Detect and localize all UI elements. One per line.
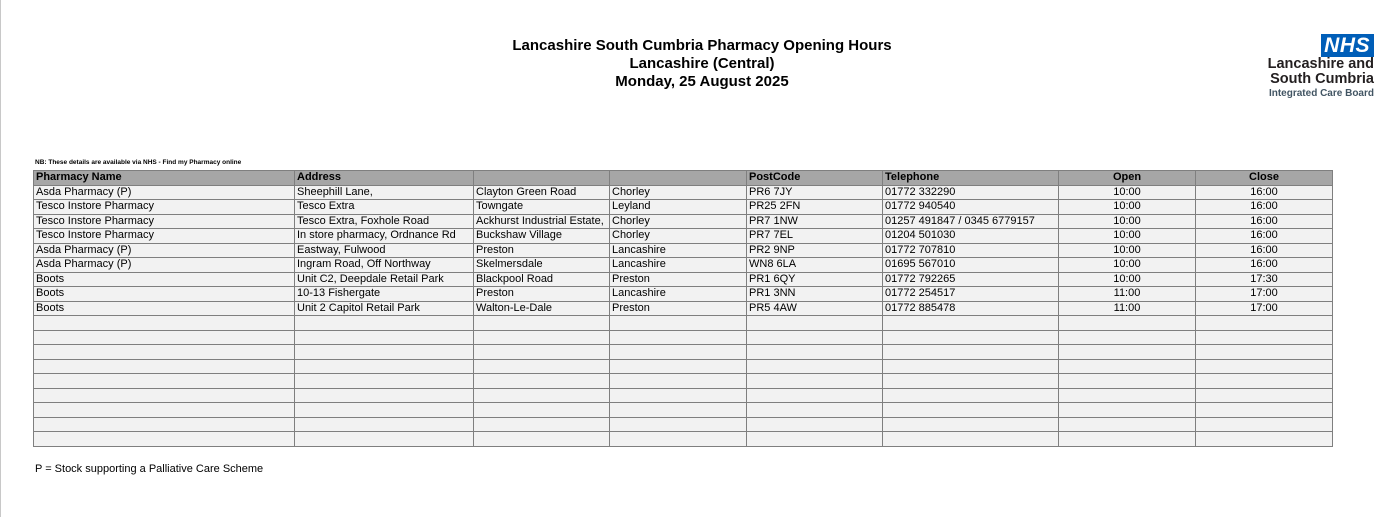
- nhs-logo: [1240, 34, 1374, 100]
- empty-cell: [610, 388, 747, 403]
- address-3-cell: Chorley: [610, 229, 747, 244]
- address-2-cell: Preston: [474, 287, 610, 302]
- telephone-cell: 01695 567010: [883, 258, 1059, 273]
- address-cell: Ingram Road, Off Northway: [295, 258, 474, 273]
- empty-cell: [747, 417, 883, 432]
- empty-cell: [1059, 403, 1196, 418]
- empty-cell: [1059, 388, 1196, 403]
- address-3-cell: Preston: [610, 272, 747, 287]
- col-pharmacy-name: Pharmacy Name: [34, 171, 295, 186]
- address-cell: 10-13 Fishergate: [295, 287, 474, 302]
- address-2-cell: Skelmersdale: [474, 258, 610, 273]
- empty-cell: [34, 316, 295, 331]
- empty-cell: [474, 359, 610, 374]
- empty-table-row: [34, 316, 1333, 331]
- empty-cell: [34, 388, 295, 403]
- pharmacy-name-cell: Asda Pharmacy (P): [34, 185, 295, 200]
- empty-cell: [610, 345, 747, 360]
- postcode-cell: PR6 7JY: [747, 185, 883, 200]
- open-cell: 10:00: [1059, 258, 1196, 273]
- close-cell: 16:00: [1196, 200, 1333, 215]
- empty-cell: [610, 403, 747, 418]
- empty-cell: [1196, 432, 1333, 447]
- address-cell: Tesco Extra, Foxhole Road: [295, 214, 474, 229]
- telephone-cell: 01772 332290: [883, 185, 1059, 200]
- empty-table-row: [34, 374, 1333, 389]
- open-cell: 11:00: [1059, 287, 1196, 302]
- org-name-line3: Integrated Care Board: [1268, 88, 1374, 99]
- empty-table-row: [34, 432, 1333, 447]
- empty-cell: [747, 403, 883, 418]
- empty-cell: [295, 359, 474, 374]
- table-row: [34, 243, 1333, 258]
- empty-cell: [1196, 403, 1333, 418]
- empty-table-row: [34, 345, 1333, 360]
- close-cell: 17:00: [1196, 301, 1333, 316]
- address-2-cell: Towngate: [474, 200, 610, 215]
- address-cell: Sheephill Lane,: [295, 185, 474, 200]
- pharmacy-name-cell: Tesco Instore Pharmacy: [34, 214, 295, 229]
- address-3-cell: Lancashire: [610, 243, 747, 258]
- pharmacy-table: [33, 170, 1333, 447]
- empty-cell: [883, 374, 1059, 389]
- availability-note: NB: These details are available via NHS - Find my Pharmacy online: [35, 159, 242, 166]
- table-row: [34, 229, 1333, 244]
- empty-cell: [747, 330, 883, 345]
- nhs-badge: NHS: [1321, 34, 1374, 57]
- empty-cell: [295, 403, 474, 418]
- address-2-cell: Preston: [474, 243, 610, 258]
- empty-cell: [1196, 417, 1333, 432]
- empty-cell: [1059, 316, 1196, 331]
- empty-cell: [1059, 345, 1196, 360]
- empty-cell: [295, 388, 474, 403]
- open-cell: 11:00: [1059, 301, 1196, 316]
- empty-cell: [474, 374, 610, 389]
- open-cell: 10:00: [1059, 214, 1196, 229]
- close-cell: 16:00: [1196, 214, 1333, 229]
- empty-cell: [474, 403, 610, 418]
- address-3-cell: Lancashire: [610, 287, 747, 302]
- empty-cell: [474, 316, 610, 331]
- table-row: [34, 301, 1333, 316]
- postcode-cell: PR1 6QY: [747, 272, 883, 287]
- empty-table-row: [34, 359, 1333, 374]
- address-3-cell: Chorley: [610, 185, 747, 200]
- address-2-cell: Ackhurst Industrial Estate,: [474, 214, 610, 229]
- empty-cell: [295, 432, 474, 447]
- col-postcode: PostCode: [747, 171, 883, 186]
- open-cell: 10:00: [1059, 200, 1196, 215]
- table-row: [34, 258, 1333, 273]
- close-cell: 17:30: [1196, 272, 1333, 287]
- pharmacy-name-cell: Asda Pharmacy (P): [34, 258, 295, 273]
- empty-cell: [474, 345, 610, 360]
- open-cell: 10:00: [1059, 243, 1196, 258]
- telephone-cell: 01257 491847 / 0345 6779157: [883, 214, 1059, 229]
- empty-cell: [34, 403, 295, 418]
- date-subtitle: Monday, 25 August 2025: [615, 73, 789, 90]
- open-cell: 10:00: [1059, 229, 1196, 244]
- col-address: Address: [295, 171, 474, 186]
- telephone-cell: 01772 885478: [883, 301, 1059, 316]
- table-row: [34, 287, 1333, 302]
- address-cell: Eastway, Fulwood: [295, 243, 474, 258]
- telephone-cell: 01204 501030: [883, 229, 1059, 244]
- address-3-cell: Preston: [610, 301, 747, 316]
- page-title: Lancashire South Cumbria Pharmacy Opening Hours: [512, 37, 892, 54]
- empty-cell: [1196, 330, 1333, 345]
- pharmacy-name-cell: Boots: [34, 287, 295, 302]
- empty-cell: [295, 330, 474, 345]
- org-name-line2: South Cumbria: [1270, 71, 1374, 87]
- table-body: [34, 185, 1333, 446]
- empty-cell: [883, 417, 1059, 432]
- empty-cell: [747, 359, 883, 374]
- postcode-cell: PR2 9NP: [747, 243, 883, 258]
- empty-cell: [883, 388, 1059, 403]
- table-header-row: [34, 171, 1333, 186]
- empty-cell: [883, 359, 1059, 374]
- empty-cell: [610, 359, 747, 374]
- pharmacy-name-cell: Boots: [34, 301, 295, 316]
- empty-cell: [1059, 374, 1196, 389]
- telephone-cell: 01772 707810: [883, 243, 1059, 258]
- pharmacy-name-cell: Tesco Instore Pharmacy: [34, 229, 295, 244]
- table-row: [34, 200, 1333, 215]
- address-3-cell: Chorley: [610, 214, 747, 229]
- empty-cell: [34, 330, 295, 345]
- empty-cell: [1196, 359, 1333, 374]
- address-2-cell: Buckshaw Village: [474, 229, 610, 244]
- close-cell: 16:00: [1196, 185, 1333, 200]
- address-2-cell: Clayton Green Road: [474, 185, 610, 200]
- empty-cell: [34, 432, 295, 447]
- empty-cell: [747, 388, 883, 403]
- postcode-cell: PR5 4AW: [747, 301, 883, 316]
- empty-cell: [295, 316, 474, 331]
- empty-cell: [1196, 388, 1333, 403]
- empty-cell: [610, 330, 747, 345]
- open-cell: 10:00: [1059, 272, 1196, 287]
- address-2-cell: Blackpool Road: [474, 272, 610, 287]
- empty-cell: [747, 432, 883, 447]
- empty-cell: [1059, 359, 1196, 374]
- empty-cell: [295, 374, 474, 389]
- postcode-cell: PR7 1NW: [747, 214, 883, 229]
- col-open: Open: [1059, 171, 1196, 186]
- postcode-cell: PR7 7EL: [747, 229, 883, 244]
- empty-cell: [883, 403, 1059, 418]
- empty-cell: [1059, 432, 1196, 447]
- empty-cell: [474, 417, 610, 432]
- empty-cell: [883, 432, 1059, 447]
- pharmacy-name-cell: Tesco Instore Pharmacy: [34, 200, 295, 215]
- empty-cell: [474, 388, 610, 403]
- close-cell: 16:00: [1196, 243, 1333, 258]
- close-cell: 16:00: [1196, 258, 1333, 273]
- postcode-cell: PR25 2FN: [747, 200, 883, 215]
- empty-cell: [295, 345, 474, 360]
- table-row: [34, 185, 1333, 200]
- page-left-edge: [0, 0, 1, 517]
- empty-cell: [610, 316, 747, 331]
- empty-cell: [883, 316, 1059, 331]
- empty-cell: [747, 316, 883, 331]
- empty-table-row: [34, 403, 1333, 418]
- table-row: [34, 272, 1333, 287]
- title-block: [402, 37, 1002, 91]
- telephone-cell: 01772 940540: [883, 200, 1059, 215]
- pharmacy-name-cell: Boots: [34, 272, 295, 287]
- close-cell: 17:00: [1196, 287, 1333, 302]
- postcode-cell: PR1 3NN: [747, 287, 883, 302]
- empty-cell: [747, 374, 883, 389]
- open-cell: 10:00: [1059, 185, 1196, 200]
- telephone-cell: 01772 792265: [883, 272, 1059, 287]
- empty-cell: [747, 345, 883, 360]
- empty-cell: [1196, 316, 1333, 331]
- empty-cell: [34, 345, 295, 360]
- address-cell: Unit 2 Capitol Retail Park: [295, 301, 474, 316]
- address-cell: In store pharmacy, Ordnance Rd: [295, 229, 474, 244]
- address-3-cell: Leyland: [610, 200, 747, 215]
- table-row: [34, 214, 1333, 229]
- empty-cell: [34, 417, 295, 432]
- address-cell: Unit C2, Deepdale Retail Park: [295, 272, 474, 287]
- empty-cell: [34, 374, 295, 389]
- telephone-cell: 01772 254517: [883, 287, 1059, 302]
- postcode-cell: WN8 6LA: [747, 258, 883, 273]
- empty-table-row: [34, 330, 1333, 345]
- empty-table-row: [34, 417, 1333, 432]
- empty-cell: [610, 374, 747, 389]
- address-2-cell: Walton-Le-Dale: [474, 301, 610, 316]
- empty-cell: [295, 417, 474, 432]
- empty-cell: [610, 417, 747, 432]
- address-cell: Tesco Extra: [295, 200, 474, 215]
- empty-cell: [474, 330, 610, 345]
- col-address-3: [610, 171, 747, 186]
- close-cell: 16:00: [1196, 229, 1333, 244]
- empty-cell: [1059, 330, 1196, 345]
- col-close: Close: [1196, 171, 1333, 186]
- area-subtitle: Lancashire (Central): [629, 55, 775, 72]
- empty-cell: [883, 330, 1059, 345]
- col-address-2: [474, 171, 610, 186]
- col-telephone: Telephone: [883, 171, 1059, 186]
- empty-table-row: [34, 388, 1333, 403]
- pharmacy-name-cell: Asda Pharmacy (P): [34, 243, 295, 258]
- org-name-line1: Lancashire and: [1267, 56, 1374, 72]
- empty-cell: [34, 359, 295, 374]
- empty-cell: [883, 345, 1059, 360]
- empty-cell: [1196, 345, 1333, 360]
- empty-cell: [1196, 374, 1333, 389]
- footnote: P = Stock supporting a Palliative Care Scheme: [35, 463, 264, 475]
- empty-cell: [474, 432, 610, 447]
- empty-cell: [1059, 417, 1196, 432]
- empty-cell: [610, 432, 747, 447]
- address-3-cell: Lancashire: [610, 258, 747, 273]
